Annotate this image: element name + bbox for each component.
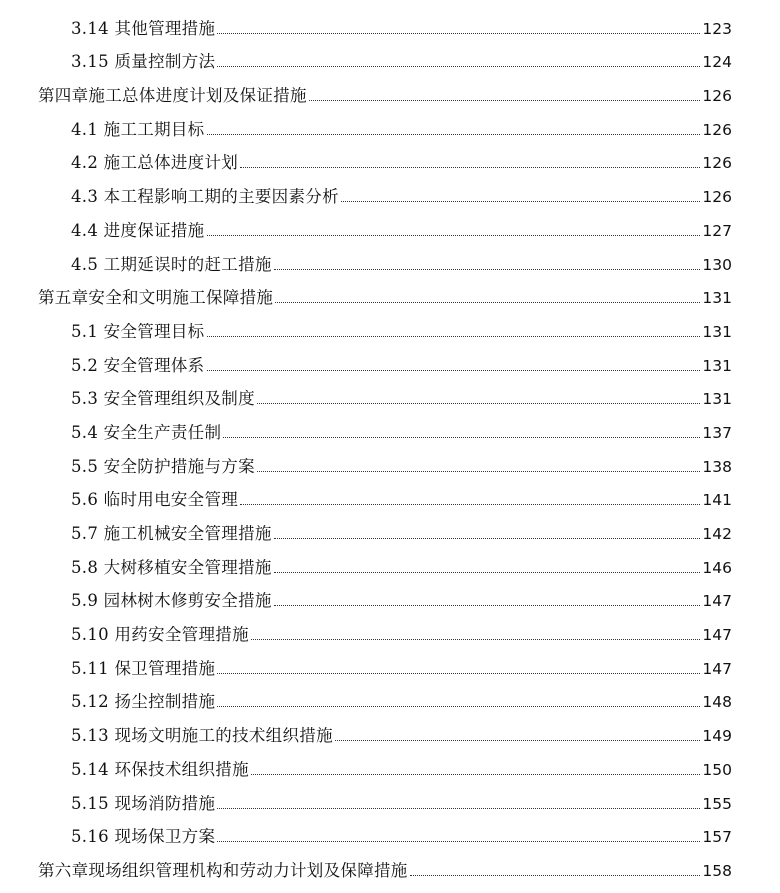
toc-row[interactable]: [0, 814, 780, 848]
toc-row[interactable]: [0, 72, 780, 106]
dot-leader: [217, 673, 700, 674]
toc-page-number: 155: [702, 794, 732, 813]
toc-entry-title: 3.15 质量控制方法: [71, 52, 216, 72]
toc-row[interactable]: [0, 5, 780, 39]
toc-row[interactable]: [0, 173, 780, 207]
toc-entry-title: 5.7 施工机械安全管理措施: [71, 524, 272, 543]
toc-page-number: 131: [702, 289, 732, 308]
toc-page-number: 149: [702, 727, 732, 746]
toc-row[interactable]: [0, 342, 780, 376]
dot-leader: [257, 403, 701, 404]
toc-entry-title: 5.1 安全管理目标: [71, 321, 205, 341]
dot-leader: [274, 269, 701, 270]
toc-page-number: 131: [702, 322, 732, 341]
toc-page-number: 147: [702, 626, 732, 645]
toc-page-number: 127: [702, 221, 732, 240]
toc-row[interactable]: [0, 376, 780, 410]
dot-leader: [251, 774, 701, 775]
toc-entry-title: 第五章安全和文明施工保障措施: [38, 288, 274, 308]
toc-page-number: 138: [702, 457, 732, 476]
toc-page-number: 141: [702, 491, 732, 510]
toc-page-number: 123: [702, 19, 732, 38]
dot-leader: [335, 740, 701, 741]
toc-row[interactable]: [0, 645, 780, 679]
dot-leader: [251, 639, 701, 640]
dot-leader: [217, 33, 700, 34]
dot-leader: [274, 605, 701, 606]
toc-row[interactable]: [0, 510, 780, 544]
dot-leader: [207, 235, 701, 236]
toc-entry-title: 5.4 安全生产责任制: [71, 422, 222, 442]
toc-row[interactable]: [0, 477, 780, 511]
dot-leader: [217, 706, 700, 707]
toc-row[interactable]: [0, 409, 780, 443]
toc-row[interactable]: [0, 39, 780, 73]
dot-leader: [207, 134, 701, 135]
toc-row[interactable]: [0, 207, 780, 241]
toc-entry-title: 5.8 大树移植安全管理措施: [71, 557, 272, 577]
toc-row[interactable]: [0, 679, 780, 713]
dot-leader: [257, 471, 701, 472]
toc-row[interactable]: [0, 578, 780, 612]
toc-entry-title: 4.5 工期延误时的赶工措施: [71, 254, 272, 274]
toc-row[interactable]: [0, 275, 780, 309]
toc-entry-title: 5.10 用药安全管理措施: [71, 625, 249, 645]
dot-leader: [274, 538, 701, 539]
toc-page-number: 147: [702, 592, 732, 611]
toc-page-number: 158: [702, 861, 732, 880]
toc-entry-title: 3.14 其他管理措施: [71, 18, 216, 38]
dot-leader: [217, 841, 700, 842]
toc-page-number: 150: [702, 760, 732, 779]
toc-row[interactable]: [0, 611, 780, 645]
toc-page-number: 137: [702, 423, 732, 442]
dot-leader: [217, 66, 700, 67]
toc-page-number: 131: [702, 390, 732, 409]
toc-entry-title: 5.5 安全防护措施与方案: [71, 456, 255, 476]
toc-page-number: 142: [702, 525, 732, 543]
toc-entry-title: 5.3 安全管理组织及制度: [71, 389, 255, 409]
toc-row[interactable]: [0, 544, 780, 578]
toc-row[interactable]: [0, 780, 780, 814]
toc-entry-title: 第六章现场组织管理机构和劳动力计划及保障措施: [38, 860, 408, 880]
toc-row[interactable]: [0, 140, 780, 174]
dot-leader: [410, 875, 701, 876]
toc-row[interactable]: [0, 443, 780, 477]
dot-leader: [274, 572, 701, 573]
toc-page-number: 131: [702, 356, 732, 375]
toc-page-number: 126: [702, 120, 732, 139]
dot-leader: [240, 167, 700, 168]
toc-entry-title: 4.2 施工总体进度计划: [71, 153, 239, 173]
toc-page-number: 157: [702, 828, 732, 847]
toc-page-number: 124: [702, 53, 732, 72]
toc-page-number: 130: [702, 255, 732, 274]
toc-entry-title: 5.15 现场消防措施: [71, 793, 216, 813]
toc-page-number: 147: [702, 659, 732, 678]
toc-entry-title: 4.4 进度保证措施: [71, 220, 205, 240]
toc-entry-title: 第四章施工总体进度计划及保证措施: [38, 86, 307, 106]
dot-leader: [217, 808, 700, 809]
toc-entry-title: 5.11 保卫管理措施: [71, 658, 216, 678]
toc-entry-title: 5.2 安全管理体系: [71, 355, 205, 375]
toc-entry-title: 4.3 本工程影响工期的主要因素分析: [71, 187, 339, 207]
toc-row[interactable]: [0, 241, 780, 275]
toc-row[interactable]: [0, 746, 780, 780]
toc-page-number: 148: [702, 693, 732, 712]
table-of-contents: [0, 5, 780, 881]
dot-leader: [309, 100, 701, 101]
toc-entry-title: 5.13 现场文明施工的技术组织措施: [71, 726, 333, 746]
toc-entry-title: 5.6 临时用电安全管理: [71, 490, 239, 510]
toc-page-number: 126: [702, 154, 732, 173]
toc-entry-title: 5.9 园林树木修剪安全措施: [71, 591, 272, 611]
toc-row[interactable]: [0, 106, 780, 140]
toc-row[interactable]: [0, 712, 780, 746]
dot-leader: [275, 302, 700, 303]
dot-leader: [207, 336, 701, 337]
toc-entry-title: 5.12 扬尘控制措施: [71, 692, 216, 712]
toc-row[interactable]: [0, 847, 780, 881]
dot-leader: [207, 370, 701, 371]
toc-page-number: 146: [702, 558, 732, 577]
toc-entry-title: 5.16 现场保卫方案: [71, 827, 216, 847]
toc-row[interactable]: [0, 308, 780, 342]
dot-leader: [341, 201, 701, 202]
toc-page-number: 126: [702, 87, 732, 106]
toc-entry-title: 4.1 施工工期目标: [71, 119, 205, 139]
dot-leader: [240, 504, 700, 505]
dot-leader: [223, 437, 700, 438]
toc-page-number: 126: [702, 188, 732, 207]
toc-entry-title: 5.14 环保技术组织措施: [71, 759, 249, 779]
